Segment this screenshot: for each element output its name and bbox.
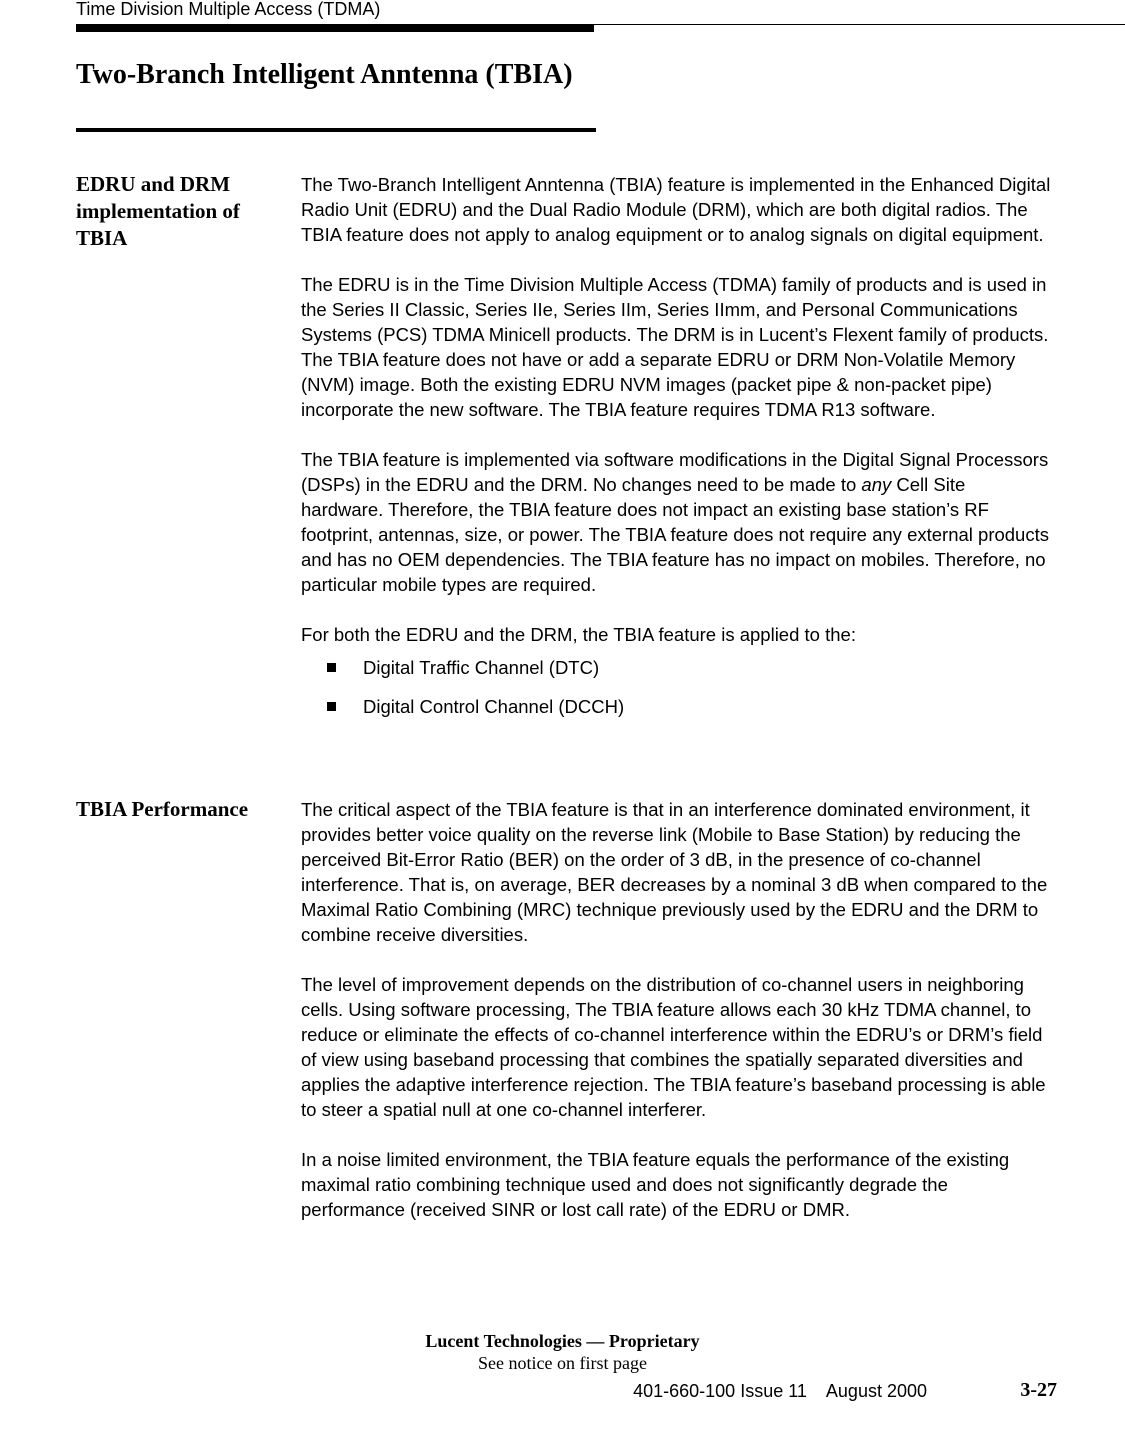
list-item-text: Digital Control Channel (DCCH) [363, 696, 625, 717]
paragraph: The critical aspect of the TBIA feature is that in an interference dominated environment, it provides better voice quality on the reverse link (Mobile to Base Station) by reducing the perceived Bit-Error Ratio (BER) on the order of 3 dB, in the presence of co-channel interference. That is, on average, BER decreases by a nominal 3 dB when compared to the Maximal Ratio Combining (MRC) technique previously used by the EDRU and the DRM to combine receive diversities. [301, 799, 1048, 945]
paragraph: In a noise limited environment, the TBIA feature equals the performance of the existing maximal ratio combining technique used and does not significantly degrade the performance (received SINR or lost call rate) of the EDRU or DMR. [301, 1149, 1010, 1220]
title-rule [76, 128, 596, 132]
list-item-text: Digital Traffic Channel (DTC) [363, 657, 600, 678]
footer-doc-info: 401-660-100 Issue 11 August 2000 [633, 1381, 927, 1401]
square-bullet-icon [327, 702, 336, 711]
footer-company: Lucent Technologies — Proprietary [425, 1331, 700, 1351]
paragraph-text: Cell Site hardware. Therefore, the TBIA feature does not impact an existing base station’s RF footprint, antennas, size, or power. The TBIA feature does not require any external products and has no OEM dependencies. The TBIA feature has no impact on mobiles. Therefore, no particular mobile types are required. [301, 474, 1049, 595]
page-number: 3-27 [1020, 1379, 1057, 1401]
page-title: Two-Branch Intelligent Anntenna (TBIA) [76, 59, 573, 90]
footer-notice: See notice on first page [478, 1353, 647, 1373]
paragraph: The Two-Branch Intelligent Anntenna (TBIA) feature is implemented in the Enhanced Digital Radio Unit (EDRU) and the Dual Radio Module (DRM), which are both digital radios. The TBIA feature does not apply to analog equipment or to analog signals on digital equipment. [301, 174, 1051, 245]
emphasis-text: any [861, 474, 892, 495]
list-item [301, 655, 1051, 680]
paragraph: The EDRU is in the Time Division Multiple Access (TDMA) family of products and is used in the Series II Classic, Series IIe, Series IIm, Series IImm, and Personal Communications Systems (PCS) TDMA Minicell products. The DRM is in Lucent’s Flexent family of products. The TBIA feature does not have or add a separate EDRU or DRM Non-Volatile Memory (NVM) image. Both the existing EDRU NVM images (packet pipe & non-packet pipe) incorporate the new software. The TBIA feature requires TDMA R13 software. [301, 274, 1049, 420]
square-bullet-icon [327, 663, 336, 672]
paragraph [301, 447, 1051, 597]
paragraph-text: The TBIA feature is implemented via software modifications in the Digital Signal Processors (DSPs) in the EDRU and the DRM. No changes need to be made to [301, 449, 1049, 495]
running-header-title: Time Division Multiple Access (TDMA) [76, 0, 381, 19]
section-heading-edru-drm: EDRU and DRM implementation of TBIA [76, 172, 240, 250]
bullet-list [301, 655, 1051, 719]
list-item [301, 694, 1051, 719]
section-heading-tbia-performance: TBIA Performance [76, 797, 249, 821]
paragraph: The level of improvement depends on the distribution of co-channel users in neighboring cells. Using software processing, The TBIA feature allows each 30 kHz TDMA channel, to reduce or eliminate the effects of co-channel interference within the EDRU’s or DRM’s field of view using baseband processing that combines the spatially separated diversities and applies the adaptive interference rejection. The TBIA feature’s baseband processing is able to steer a spatial null at one co-channel interferer. [301, 974, 1046, 1120]
section-body-tbia-performance [301, 797, 1051, 1247]
list-intro: For both the EDRU and the DRM, the TBIA feature is applied to the: [301, 624, 856, 645]
header-rule-thick [76, 25, 594, 32]
section-body-edru-drm [301, 172, 1051, 719]
